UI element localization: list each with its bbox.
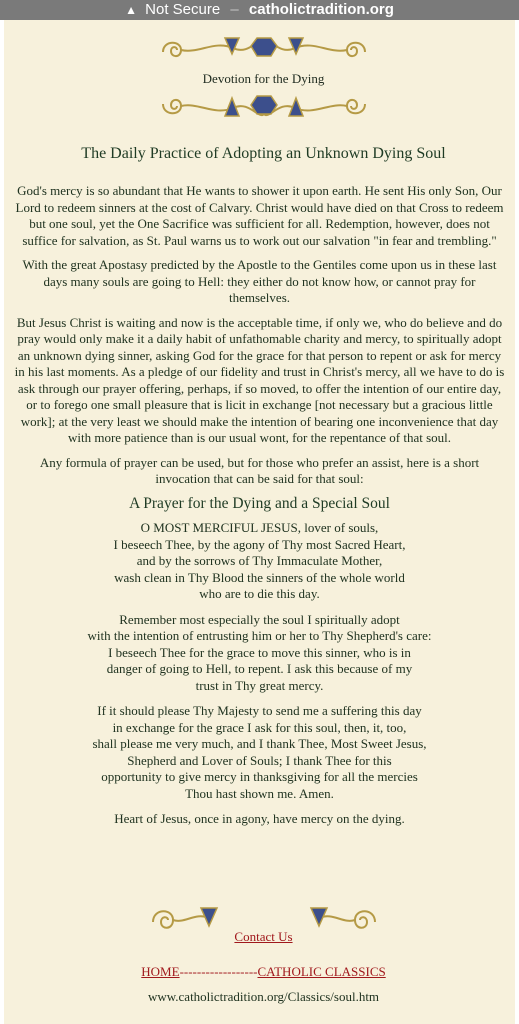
gem-ornament-icon (159, 32, 369, 66)
address-separator: – (230, 1, 239, 18)
prayer-line: in exchange for the grace I ask for this soul, then, it, too, (112, 719, 407, 735)
prayer-line: Remember most especially the soul I spiritually adopt (119, 611, 400, 627)
prayer-line: I beseech Thee, by the agony of Thy most Sacred Heart, (113, 536, 406, 552)
page-content (0, 20, 519, 1024)
article-body (12, 183, 507, 837)
page-title: The Daily Practice of Adopting an Unknown Dying Soul (81, 145, 446, 162)
prayer-verse (12, 612, 507, 695)
prayer-verse (12, 520, 507, 603)
prayer-closing: Heart of Jesus, once in agony, have mercy on the dying. (114, 811, 405, 826)
prayer-line: I beseech Thee for the grace to move this sinner, who is in (108, 644, 411, 660)
footer-nav (4, 964, 519, 980)
gem-ornament-icon (159, 90, 369, 122)
prayer-line: and by the sorrows of Thy Immaculate Mother, (136, 553, 383, 568)
paragraph: With the great Apostasy predicted by the Apostle to the Gentiles come upon us in these last days many souls are going to Hell: they either do not know how, or cannot pray for themselves. (22, 257, 497, 305)
nav-separator: ------------------ (179, 964, 258, 979)
prayer-line: who are to die this day. (199, 586, 320, 601)
contact-us-link[interactable]: Contact Us (234, 929, 293, 944)
prayer-line: Thou hast shown me. Amen. (185, 785, 334, 801)
security-label: Not Secure (145, 1, 221, 18)
prayer-title: A Prayer for the Dying and a Special Soul (129, 494, 390, 512)
address-domain[interactable]: catholictradition.org (248, 1, 394, 18)
prayer-line: with the intention of entrusting him or her to Thy Shepherd's care: (87, 628, 432, 643)
prayer-line: O MOST MERCIFUL JESUS, lover of souls, (140, 520, 379, 535)
prayer-line: trust in Thy great mercy. (195, 677, 324, 693)
paragraph: God's mercy is so abundant that He wants to shower it upon earth. He sent His only Son, Our Lord to redeem sinners at the cost of Calvary. Christ would have died on that Cross to redeem but one soul, yet the One Sacrifice was sufficient for all. Redemption, however, does not suffice for salvation, as St. Paul warns us to work out our salvation "in fear and trembling." (15, 183, 504, 248)
ornament-bottom (4, 90, 519, 122)
warning-icon: ▲ (125, 3, 137, 17)
home-link[interactable]: HOME (141, 964, 180, 979)
page-url: www.catholictradition.org/Classics/soul.htm (147, 989, 380, 1004)
header-title: Devotion for the Dying (202, 71, 325, 86)
browser-address-bar[interactable] (0, 0, 519, 20)
prayer-line: shall please me very much, and I thank Thee, Most Sweet Jesus, (92, 736, 427, 751)
paragraph: But Jesus Christ is waiting and now is the acceptable time, if only we, who do believe and do pray would only make it a daily habit of unfathomable charity and mercy, to spiritually adopt an unknown dying sinner, asking God for the grace for that person to repent or ask for mercy in his last moments. As a pledge of our fidelity and trust in Christ's mercy, all we have to do is ask through our prayer offering, perhaps, if so moved, to offer the intention of our entire day, or to forego one small pleasure that is licit in exchange [not necessary but a gracious little work]; at the very least we should make the intention of bearing one inconvenience that day with more patience than is our usual wont, for the repentance of that soul. (14, 314, 505, 445)
prayer-line: Shepherd and Lover of Souls; I thank Thee for this (127, 752, 392, 768)
catholic-classics-link[interactable]: CATHOLIC CLASSICS (257, 964, 386, 979)
contact-row (4, 929, 519, 945)
ornament-top (4, 32, 519, 66)
prayer-line: opportunity to give mercy in thanksgiving for all the mercies (101, 769, 418, 784)
paragraph: Any formula of prayer can be used, but for those who prefer an assist, here is a short invocation that can be said for that soul: (39, 454, 480, 486)
prayer-line: If it should please Thy Majesty to send me a suffering this day (97, 703, 422, 718)
prayer-verse (12, 703, 507, 802)
prayer-line: danger of going to Hell, to repent. I ask this because of my (106, 661, 413, 676)
prayer-line: wash clean in Thy Blood the sinners of the whole world (114, 569, 405, 585)
